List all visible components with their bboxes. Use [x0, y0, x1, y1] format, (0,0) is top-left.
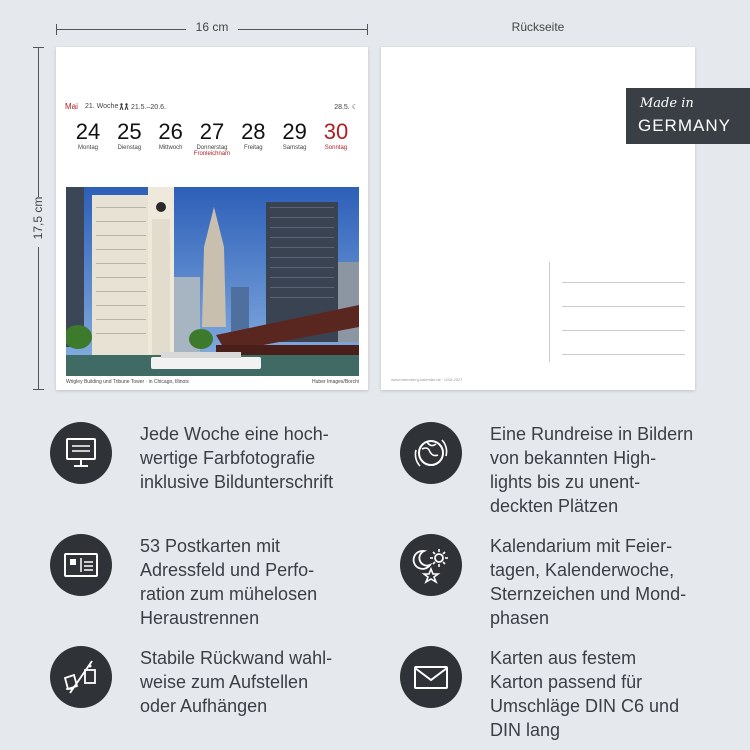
back-side-label: Rückseite: [511, 20, 565, 34]
height-dimension: [30, 47, 46, 390]
postcard-front: [56, 47, 368, 390]
made-in-germany-badge: Made in GERMANY: [626, 88, 750, 144]
day-friday: 28 Freitag: [241, 119, 266, 151]
chicago-photo: [66, 187, 359, 376]
day-wednesday: 26 Mittwoch: [158, 119, 183, 151]
day-saturday: 29 Samstag: [282, 119, 307, 151]
width-label: 16 cm: [186, 20, 239, 34]
photo-credit: Huber Images/Borchi: [312, 379, 359, 385]
globe-icon: [400, 422, 462, 484]
day-sunday: 30 Sonntag: [323, 119, 349, 151]
postcard-icon: [50, 534, 112, 596]
day-monday: 24 Montag: [75, 119, 101, 151]
day-thursday: 27 Donnerstag Fronleichnam: [193, 119, 231, 157]
day-tuesday: 25 Dienstag: [117, 119, 142, 151]
stand-hang-icon: [50, 646, 112, 708]
monitor-icon: [50, 422, 112, 484]
holiday-label: Fronleichnam: [193, 151, 231, 157]
width-dimension: [56, 20, 368, 36]
height-label: 17,5 cm: [31, 196, 45, 240]
zodiac-range: 21.5.–20.6.: [119, 103, 166, 111]
address-field: [549, 262, 687, 362]
moon-phase: 28.5. ☾: [334, 104, 358, 111]
photo-caption: Wrigley Building und Tribune Tower · in Chicago, Illinois Huber Images/Borchi: [66, 379, 359, 385]
envelope-icon: [400, 646, 462, 708]
week-days: [68, 120, 356, 157]
calendar-week: 21. Woche: [85, 103, 119, 110]
gemini-icon: [119, 103, 129, 110]
calendar-header: [64, 102, 360, 114]
calendar-month: Mai: [65, 102, 78, 111]
crescent-moon-icon: ☾: [351, 104, 358, 111]
back-footer: www.harenberg-kalender.de · USA 2027: [391, 377, 463, 382]
moon-sun-star-icon: [400, 534, 462, 596]
